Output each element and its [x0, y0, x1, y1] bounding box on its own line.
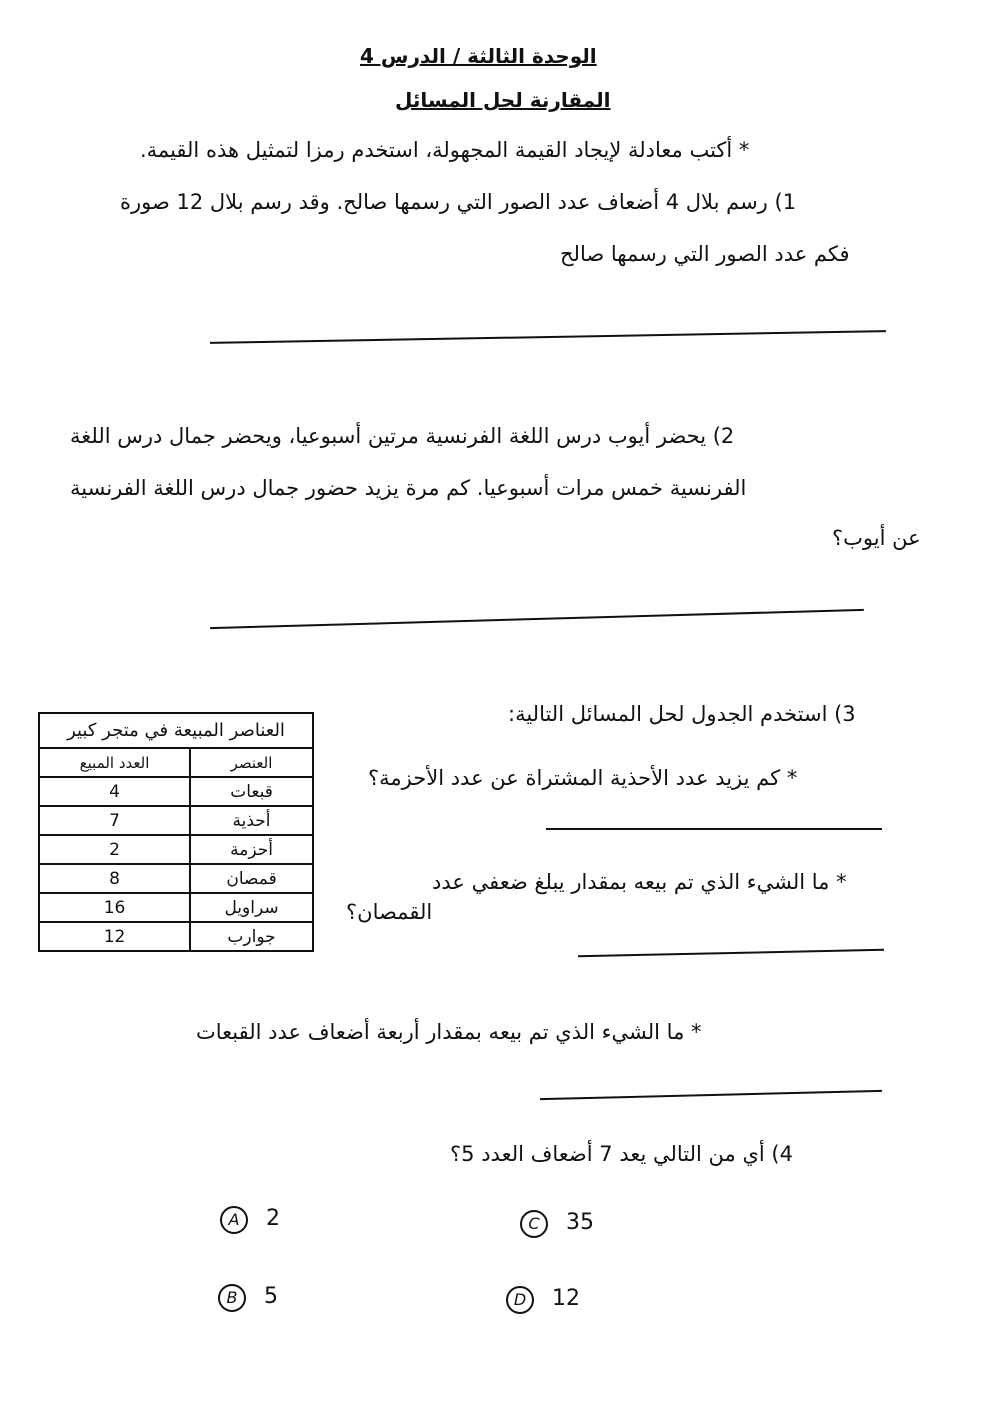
item-cell: جوارب [190, 922, 313, 951]
question-2-line-3: عن أيوب؟ [832, 526, 921, 550]
option-letter-a: A [220, 1206, 248, 1234]
count-cell: 12 [39, 922, 190, 951]
item-cell: قمصان [190, 864, 313, 893]
option-letter-c: C [520, 1210, 548, 1238]
question-4: 4) أي من التالي يعد 7 أضعاف العدد 5؟ [450, 1142, 793, 1166]
count-cell: 16 [39, 893, 190, 922]
option-a[interactable] [220, 1206, 280, 1234]
question-1-line-1: 1) رسم بلال 4 أضعاف عدد الصور التي رسمها صالح. وقد رسم بلال 12 صورة [120, 190, 797, 214]
count-cell: 2 [39, 835, 190, 864]
column-header-count: العدد المبيع [39, 748, 190, 777]
question-3-sub-2-line-1: * ما الشيء الذي تم بيعه بمقدار يبلغ ضعفي عدد [432, 870, 847, 894]
table-caption: العناصر المبيعة في متجر كبير [38, 712, 314, 747]
column-header-item: العنصر [190, 748, 313, 777]
count-cell: 8 [39, 864, 190, 893]
answer-line-2 [210, 609, 864, 629]
table-row [39, 777, 313, 806]
answer-line-3c [540, 1090, 882, 1100]
instruction-text: * أكتب معادلة لإيجاد القيمة المجهولة، استخدم رمزا لتمثيل هذه القيمة. [140, 138, 750, 162]
page-title: المقارنة لحل المسائل [395, 88, 611, 112]
question-2-line-1: 2) يحضر أيوب درس اللغة الفرنسية مرتين أسبوعيا، ويحضر جمال درس اللغة [70, 424, 735, 448]
question-2-line-2: الفرنسية خمس مرات أسبوعيا. كم مرة يزيد حضور جمال درس اللغة الفرنسية [70, 476, 747, 500]
table-row [39, 835, 313, 864]
unit-lesson-heading: الوحدة الثالثة / الدرس 4 [360, 44, 597, 68]
option-letter-b: B [218, 1284, 246, 1312]
answer-line-3a [546, 828, 882, 830]
question-3-intro: 3) استخدم الجدول لحل المسائل التالية: [508, 702, 856, 726]
option-d[interactable] [506, 1286, 580, 1314]
option-c[interactable] [520, 1210, 594, 1238]
question-3-sub-3: * ما الشيء الذي تم بيعه بمقدار أربعة أضعاف عدد القبعات [196, 1020, 702, 1044]
count-cell: 7 [39, 806, 190, 835]
table-row [39, 864, 313, 893]
table-row [39, 806, 313, 835]
table-row [39, 922, 313, 951]
option-value-c: 35 [566, 1210, 594, 1235]
option-value-d: 12 [552, 1286, 580, 1311]
answer-line-1 [210, 330, 886, 344]
item-cell: قبعات [190, 777, 313, 806]
question-3-sub-2-line-2: القمصان؟ [346, 900, 433, 924]
option-letter-d: D [506, 1286, 534, 1314]
items-sold-table [38, 712, 314, 952]
item-cell: سراويل [190, 893, 313, 922]
item-cell: أحذية [190, 806, 313, 835]
item-cell: أحزمة [190, 835, 313, 864]
option-value-b: 5 [264, 1284, 278, 1309]
question-1-line-2: فكم عدد الصور التي رسمها صالح [560, 242, 850, 266]
answer-line-3b [578, 949, 884, 957]
option-value-a: 2 [266, 1206, 280, 1231]
table-row [39, 893, 313, 922]
option-b[interactable] [218, 1284, 278, 1312]
question-3-sub-1: * كم يزيد عدد الأحذية المشتراة عن عدد الأحزمة؟ [368, 766, 798, 790]
count-cell: 4 [39, 777, 190, 806]
